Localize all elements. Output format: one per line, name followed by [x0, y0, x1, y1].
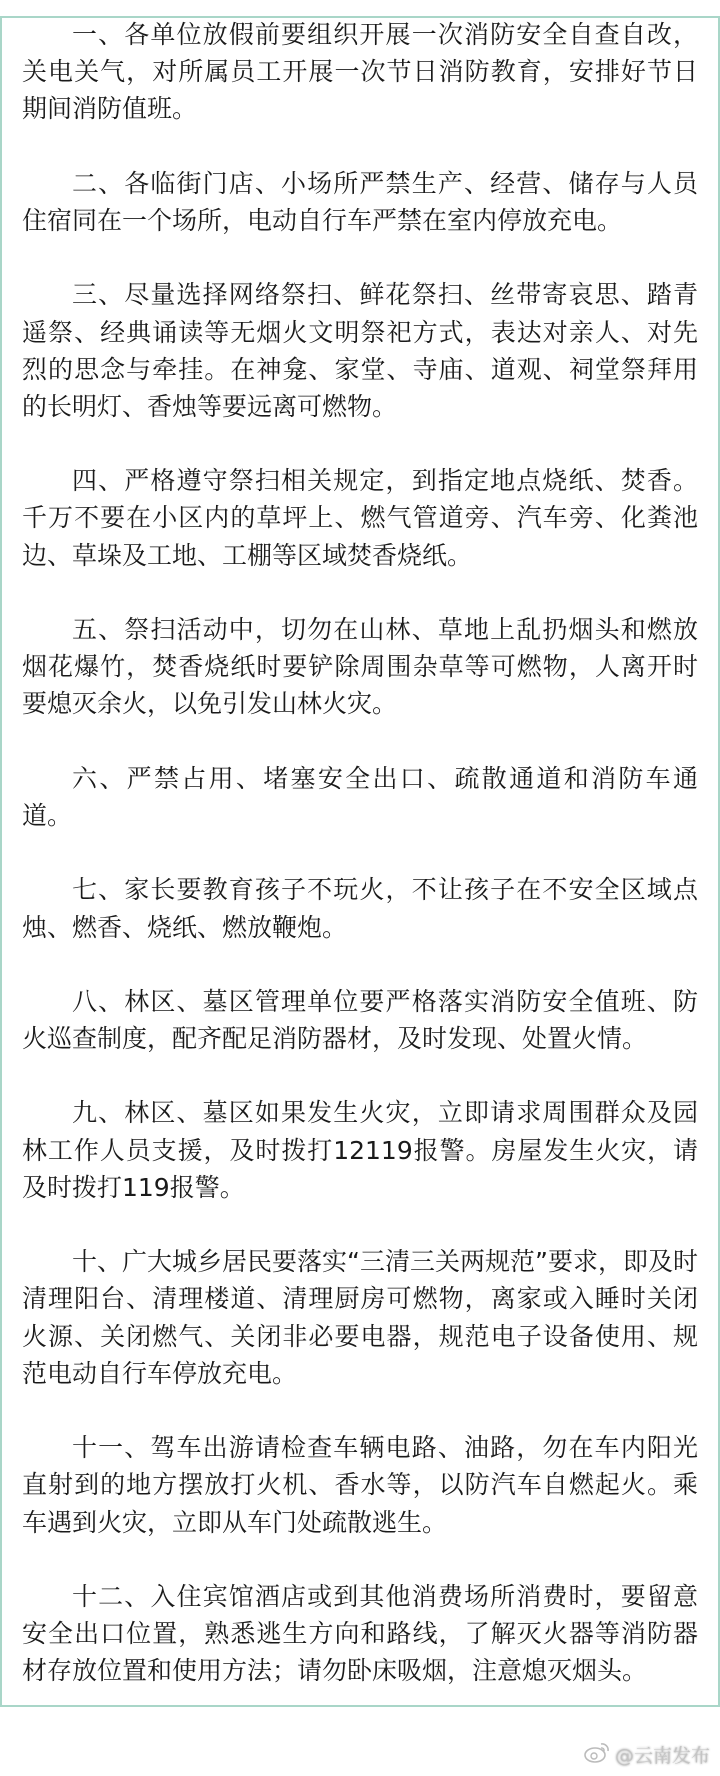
paragraph-line: 十、广大城乡居民要落实“三清三关两规范”要求，即及时	[72, 1247, 698, 1277]
paragraph-line: 边、草垛及工地、工棚等区域焚香烧纸。	[22, 540, 473, 570]
weibo-icon	[583, 1740, 611, 1769]
paragraph-line: 林工作人员支援，及时拨打12119报警。房屋发生火灾，请	[22, 1135, 698, 1165]
notice-paragraph	[22, 16, 698, 128]
paragraph-line: 遥祭、经典诵读等无烟火文明祭祀方式，表达对亲人、对先	[22, 317, 698, 347]
notice-paragraph	[22, 462, 698, 574]
paragraph-line: 关电关气，对所属员工开展一次节日消防教育，安排好节日	[22, 57, 698, 87]
paragraph-line: 四、严格遵守祭扫相关规定，到指定地点烧纸、焚香。	[72, 466, 698, 496]
paragraph-line: 千万不要在小区内的草坪上、燃气管道旁、汽车旁、化粪池	[22, 503, 698, 533]
notice-paragraph	[22, 1243, 698, 1392]
notice-paragraph	[22, 760, 698, 834]
notice-paragraph	[22, 611, 698, 723]
paragraph-line: 火源、关闭燃气、关闭非必要电器，规范电子设备使用、规	[22, 1321, 698, 1351]
paragraph-line: 的长明灯、香烛等要远离可燃物。	[22, 391, 398, 421]
paragraph-line: 安全出口位置，熟悉逃生方向和路线，了解灭火器等消防器	[22, 1619, 698, 1649]
paragraph-line: 十一、驾车出游请检查车辆电路、油路，勿在车内阳光	[72, 1433, 698, 1463]
paragraph-line: 烟花爆竹，焚香烧纸时要铲除周围杂草等可燃物，人离开时	[22, 652, 698, 682]
notice-paragraph	[22, 276, 698, 425]
notice-paragraph	[22, 165, 698, 239]
paragraph-line: 九、林区、墓区如果发生火灾，立即请求周围群众及园	[72, 1098, 698, 1128]
paragraph-line: 直射到的地方摆放打火机、香水等，以防汽车自燃起火。乘	[22, 1470, 698, 1500]
notice-paragraph	[22, 1578, 698, 1690]
watermark	[583, 1740, 710, 1769]
paragraph-line: 要熄灭余火，以免引发山林火灾。	[22, 689, 398, 719]
paragraph-line: 一、各单位放假前要组织开展一次消防安全自查自改，	[72, 20, 698, 49]
paragraph-line: 六、严禁占用、堵塞安全出口、疏散通道和消防车通	[72, 763, 698, 793]
paragraph-line: 材存放位置和使用方法；请勿卧床吸烟，注意熄灭烟头。	[22, 1656, 648, 1686]
paragraph-line: 五、祭扫活动中，切勿在山林、草地上乱扔烟头和燃放	[72, 615, 698, 644]
paragraph-line: 二、各临街门店、小场所严禁生产、经营、储存与人员	[72, 168, 698, 198]
paragraph-line: 烛、燃香、烧纸、燃放鞭炮。	[22, 912, 348, 942]
notice-paragraph	[22, 983, 698, 1057]
paragraph-line: 车遇到火灾，立即从车门处疏散逃生。	[22, 1507, 448, 1537]
paragraph-line: 三、尽量选择网络祭扫、鲜花祭扫、丝带寄哀思、踏青	[72, 280, 698, 310]
paragraph-line: 住宿同在一个场所，电动自行车严禁在室内停放充电。	[22, 205, 623, 235]
paragraph-line: 火巡查制度，配齐配足消防器材，及时发现、处置火情。	[22, 1024, 648, 1054]
paragraph-line: 七、家长要教育孩子不玩火，不让孩子在不安全区域点	[72, 875, 698, 905]
paragraph-line: 八、林区、墓区管理单位要严格落实消防安全值班、防	[72, 986, 698, 1016]
paragraph-line: 道。	[22, 800, 73, 830]
paragraph-line: 及时拨打119报警。	[22, 1172, 245, 1202]
notice-paragraph	[22, 1094, 698, 1206]
paragraph-line: 期间消防值班。	[22, 94, 198, 124]
paragraph-line: 清理阳台、清理楼道、清理厨房可燃物，离家或入睡时关闭	[22, 1284, 698, 1314]
notice-paragraph	[22, 871, 698, 945]
paragraph-line: 十二、入住宾馆酒店或到其他消费场所消费时，要留意	[72, 1581, 698, 1611]
notice-content	[22, 16, 698, 1727]
paragraph-line: 烈的思念与牵挂。在神龛、家堂、寺庙、道观、祠堂祭拜用	[22, 354, 698, 384]
watermark-text: @云南发布	[614, 1745, 710, 1767]
paragraph-line: 范电动自行车停放充电。	[22, 1358, 298, 1388]
notice-paragraph	[22, 1429, 698, 1541]
